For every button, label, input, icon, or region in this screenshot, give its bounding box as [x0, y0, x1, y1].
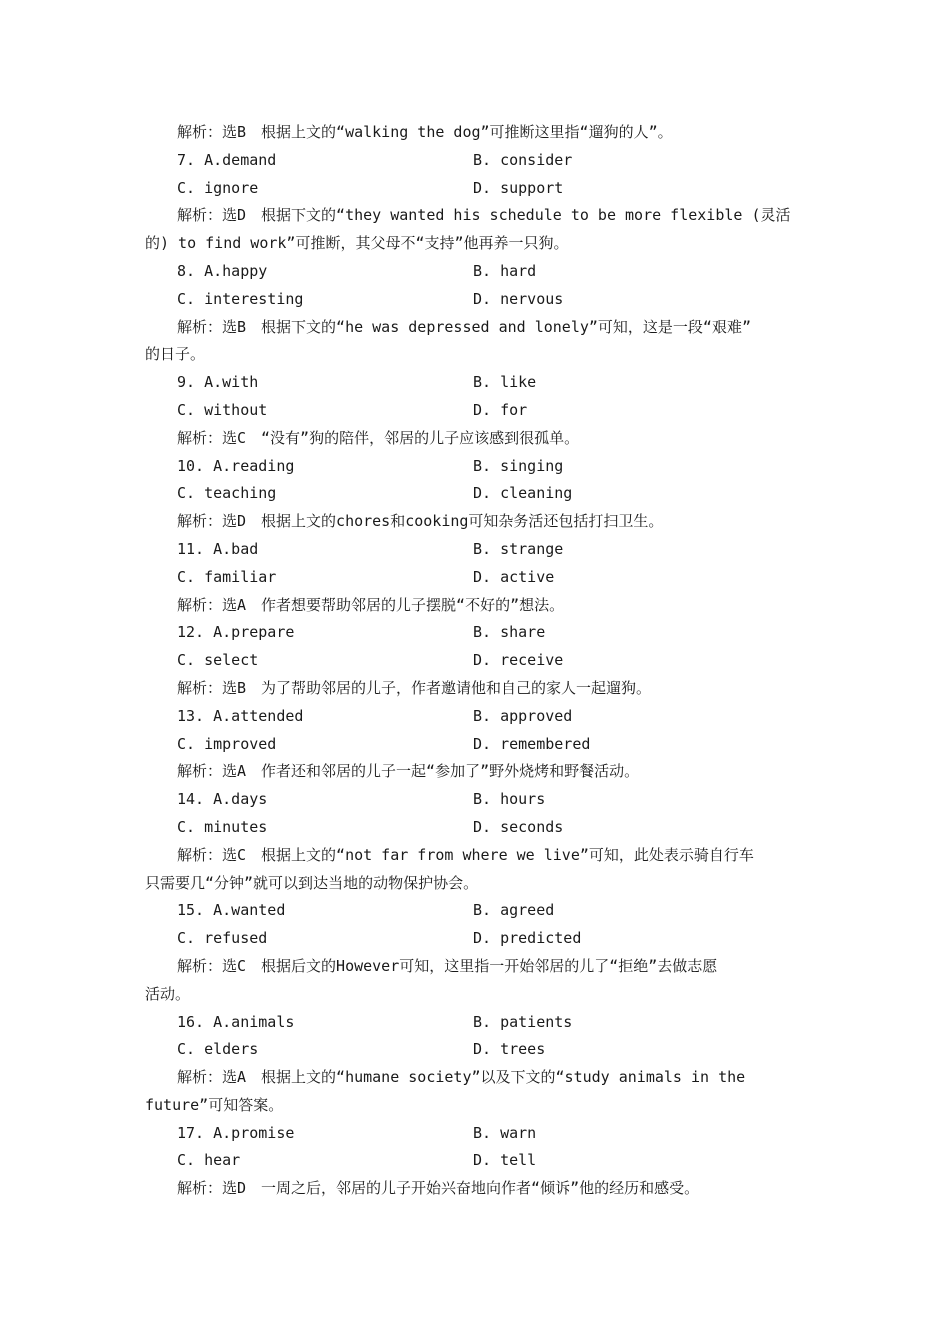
option-c: C. improved: [177, 734, 277, 753]
option-row: [145, 480, 805, 508]
option-d: D. tell: [473, 1151, 537, 1170]
explanation-line: 解析：选A 作者想要帮助邻居的儿子摆脱“不好的”想法。: [177, 595, 565, 614]
option-b: B. agreed: [473, 901, 555, 920]
option-a: 13. A.attended: [177, 706, 304, 725]
explanation-line: 只需要几“分钟”就可以到达当地的动物保护协会。: [145, 873, 479, 892]
explanation-line: 解析：选A 作者还和邻居的儿子一起“参加了”野外烧烤和野餐活动。: [177, 762, 640, 781]
option-d: D. cleaning: [473, 484, 573, 503]
option-d: D. seconds: [473, 817, 564, 836]
option-c: C. hear: [177, 1151, 241, 1170]
option-row: [145, 925, 805, 953]
option-d: D. receive: [473, 651, 564, 670]
option-row: [145, 1009, 805, 1037]
option-b: B. strange: [473, 539, 564, 558]
explanation-line: 的) to find work”可推断，其父母不“支持”他再养一只狗。: [145, 234, 569, 253]
option-row: [145, 536, 805, 564]
option-row: [145, 286, 805, 314]
option-c: C. without: [177, 400, 268, 419]
explanation-line: 解析：选D 根据下文的“they wanted his schedule to be more flexible (灵活: [177, 206, 791, 225]
option-b: B. hours: [473, 790, 546, 809]
option-row: [145, 647, 805, 675]
explanation-line: 解析：选D 根据上文的chores和cooking可知杂务活还包括打扫卫生。: [177, 512, 664, 531]
option-b: B. singing: [473, 456, 564, 475]
option-row: [145, 703, 805, 731]
option-row: [145, 175, 805, 203]
option-a: 17. A.promise: [177, 1123, 295, 1142]
option-row: [145, 897, 805, 925]
option-row: [145, 814, 805, 842]
explanation-line: 解析：选B 根据上文的“walking the dog”可推断这里指“遛狗的人”。: [177, 123, 673, 141]
option-a: 14. A.days: [177, 790, 268, 809]
option-b: B. share: [473, 623, 546, 642]
option-b: B. consider: [473, 150, 573, 169]
option-d: D. for: [473, 400, 528, 419]
option-row: [145, 453, 805, 481]
explanation-line: 解析：选C 根据上文的“not far from where we live”可知，此处表示骑自行车: [177, 845, 754, 864]
option-a: 9. A.with: [177, 373, 259, 392]
explanation-line: 解析：选B 为了帮助邻居的儿子，作者邀请他和自己的家人一起遛狗。: [177, 678, 652, 697]
explanation-line: 解析：选B 根据下文的“he was depressed and lonely”可知，这是一段“艰难”: [177, 317, 751, 336]
option-row: [145, 731, 805, 759]
explanation-line: 解析：选D 一周之后，邻居的儿子开始兴奋地向作者“倾诉”他的经历和感受。: [177, 1179, 700, 1198]
option-row: [145, 1147, 805, 1175]
option-row: [145, 397, 805, 425]
option-b: B. patients: [473, 1012, 573, 1031]
explanation-line: 的日子。: [145, 345, 206, 364]
option-d: D. active: [473, 567, 555, 586]
option-row: [145, 619, 805, 647]
option-d: D. support: [473, 178, 564, 197]
option-c: C. interesting: [177, 289, 304, 308]
explanation-line: 解析：选A 根据上文的“humane society”以及下文的“study animals in the: [177, 1068, 746, 1087]
answer-key-content: [145, 119, 805, 1203]
option-row: [145, 147, 805, 175]
option-c: C. teaching: [177, 484, 277, 503]
option-d: D. nervous: [473, 289, 564, 308]
option-c: C. familiar: [177, 567, 277, 586]
option-b: B. approved: [473, 706, 573, 725]
option-a: 8. A.happy: [177, 261, 268, 280]
option-a: 10. A.reading: [177, 456, 295, 475]
option-a: 15. A.wanted: [177, 901, 286, 920]
option-c: C. minutes: [177, 817, 268, 836]
option-row: [145, 564, 805, 592]
option-row: [145, 1120, 805, 1148]
option-c: C. refused: [177, 929, 268, 948]
explanation-line: 活动。: [145, 984, 191, 1003]
option-a: 7. A.demand: [177, 150, 277, 169]
option-a: 16. A.animals: [177, 1012, 295, 1031]
explanation-line: future”可知答案。: [145, 1095, 284, 1114]
explanation-line: 解析：选C “没有”狗的陪伴，邻居的儿子应该感到很孤单。: [177, 428, 580, 447]
option-d: D. trees: [473, 1040, 546, 1059]
option-a: 11. A.bad: [177, 539, 259, 558]
option-row: [145, 369, 805, 397]
option-row: [145, 1036, 805, 1064]
option-d: D. remembered: [473, 734, 591, 753]
option-b: B. like: [473, 373, 537, 392]
explanation-line: 解析：选C 根据后文的However可知，这里指一开始邻居的儿了“拒绝”去做志愿: [177, 956, 718, 975]
option-row: [145, 786, 805, 814]
option-b: B. hard: [473, 261, 537, 280]
option-a: 12. A.prepare: [177, 623, 295, 642]
option-c: C. ignore: [177, 178, 259, 197]
option-c: C. select: [177, 651, 259, 670]
option-d: D. predicted: [473, 929, 582, 948]
option-b: B. warn: [473, 1123, 537, 1142]
option-row: [145, 258, 805, 286]
option-c: C. elders: [177, 1040, 259, 1059]
